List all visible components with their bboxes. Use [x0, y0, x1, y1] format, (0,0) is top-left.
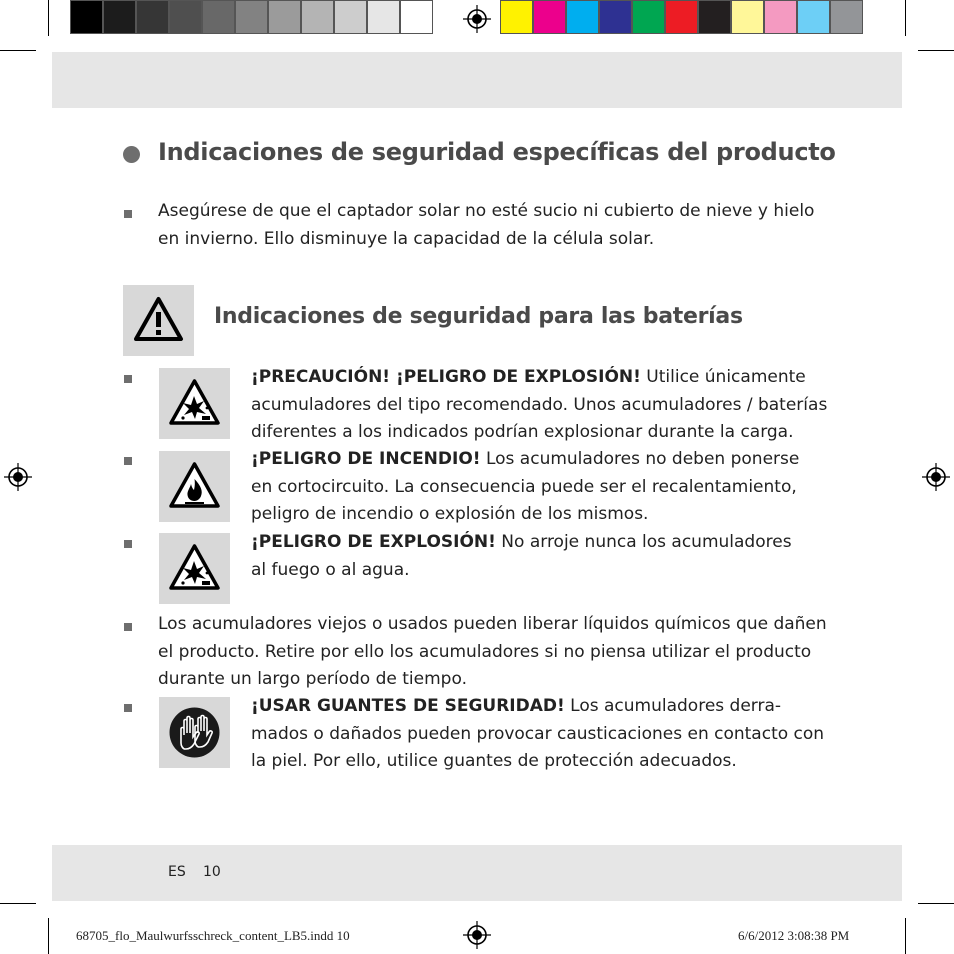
fire-danger-label: ¡PELIGRO DE INCENDIO!: [251, 449, 481, 469]
color-swatch: [764, 0, 797, 34]
text-line: la piel. Por ello, utilice guantes de protección adecuados.: [251, 751, 737, 771]
color-swatch: [797, 0, 830, 34]
explosion-icon-box: [159, 533, 230, 604]
color-swatch: [599, 0, 632, 34]
gloves-paragraph: [251, 693, 824, 776]
crop-mark: [918, 50, 954, 51]
header-band: [52, 52, 902, 108]
color-swatch: [566, 0, 599, 34]
text-line: acumuladores del tipo recomendado. Unos acumuladores / baterías: [251, 394, 828, 415]
heading-bullet: [123, 146, 140, 163]
text-segment: No arroje nunca los acumuladores: [495, 532, 792, 552]
color-swatch: [169, 0, 202, 34]
leak-paragraph: [158, 611, 827, 694]
color-swatch: [400, 0, 433, 34]
list-bullet: [124, 623, 132, 631]
text-line: durante un largo período de tiempo.: [158, 669, 467, 689]
text-segment: Utilice únicamente: [640, 367, 806, 387]
warning-icon-box: [123, 285, 194, 356]
crop-mark: [48, 0, 49, 36]
registration-mark-icon: [463, 921, 491, 949]
list-bullet: [124, 375, 132, 383]
battery-safety-heading: Indicaciones de seguridad para las baterías: [214, 304, 743, 329]
print-timestamp: 6/6/2012 3:08:38 PM: [738, 928, 850, 943]
gloves-label: ¡USAR GUANTES DE SEGURIDAD!: [251, 696, 565, 716]
gloves-icon-box: [159, 697, 230, 768]
warning-triangle-icon: [123, 285, 194, 356]
color-swatch: [202, 0, 235, 34]
crop-mark: [905, 0, 906, 36]
file-slug: 68705_flo_Maulwurfsschreck_content_LB5.indd 10: [76, 928, 350, 943]
explosion-danger-paragraph: [251, 529, 792, 584]
fire-danger-paragraph: [251, 446, 799, 529]
list-bullet: [124, 540, 132, 548]
color-swatch: [500, 0, 533, 34]
text-segment: Los acumuladores no deben ponerse: [480, 449, 800, 469]
fire-warning-icon: [159, 451, 230, 522]
section-heading: Indicaciones de seguridad específicas del producto: [158, 138, 836, 166]
crop-mark: [0, 903, 36, 904]
text-line: en cortocircuito. La consecuencia puede ser el recalentamiento,: [251, 476, 797, 497]
text-line: el producto. Retire por ello los acumuladores si no piensa utilizar el producto: [158, 641, 812, 662]
color-swatch: [731, 0, 764, 34]
text-segment: Los acumuladores derra-: [564, 696, 782, 716]
color-swatch: [136, 0, 169, 34]
color-swatch: [334, 0, 367, 34]
crop-mark: [918, 903, 954, 904]
color-swatch: [830, 0, 863, 34]
text-line: peligro de incendio o explosión de los mismos.: [251, 504, 649, 524]
color-swatch: [698, 0, 731, 34]
list-bullet: [124, 704, 132, 712]
caution-label: ¡PRECAUCIÓN! ¡PELIGRO DE EXPLOSIÓN!: [251, 367, 641, 387]
explosion-icon-box: [159, 368, 230, 439]
process-color-bar: [500, 0, 863, 36]
page-number: 10: [203, 864, 221, 880]
text-line: al fuego o al agua.: [251, 559, 410, 580]
intro-paragraph: [158, 198, 814, 253]
text-line: diferentes a los indicados podrían explosionar durante la carga.: [251, 422, 794, 442]
color-swatch: [103, 0, 136, 34]
crop-mark: [48, 918, 49, 954]
language-code: ES: [168, 864, 186, 880]
fire-icon-box: [159, 451, 230, 522]
gloves-icon: [159, 697, 230, 768]
gray-color-bar: [70, 0, 433, 36]
explosion-warning-icon: [159, 533, 230, 604]
explosion-caution-paragraph: [251, 364, 827, 447]
crop-mark: [0, 50, 36, 51]
list-bullet: [124, 210, 132, 218]
text-line: Los acumuladores viejos o usados pueden liberar líquidos químicos que dañen: [158, 614, 827, 634]
crop-mark: [905, 918, 906, 954]
color-swatch: [268, 0, 301, 34]
color-swatch: [533, 0, 566, 34]
explosion-warning-icon: [159, 368, 230, 439]
registration-mark-icon: [463, 5, 491, 33]
color-swatch: [367, 0, 400, 34]
text-line: en invierno. Ello disminuye la capacidad de la célula solar.: [158, 228, 655, 249]
explosion-danger-label: ¡PELIGRO DE EXPLOSIÓN!: [251, 532, 496, 552]
text-line: mados o dañados pueden provocar causticaciones en contacto con: [251, 723, 825, 744]
list-bullet: [124, 457, 132, 465]
color-swatch: [235, 0, 268, 34]
text-line: Asegúrese de que el captador solar no esté sucio ni cubierto de nieve y hielo: [158, 201, 815, 221]
color-swatch: [70, 0, 103, 34]
color-swatch: [665, 0, 698, 34]
registration-mark-icon: [4, 463, 32, 491]
color-swatch: [632, 0, 665, 34]
color-swatch: [301, 0, 334, 34]
registration-mark-icon: [922, 463, 950, 491]
